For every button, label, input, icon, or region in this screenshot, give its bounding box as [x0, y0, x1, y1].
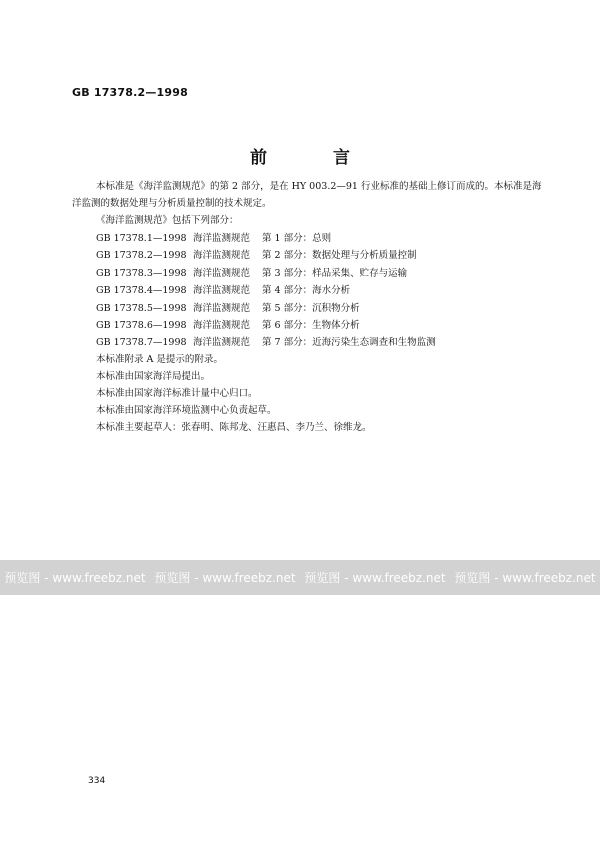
- part-name: 海洋监测规范: [193, 337, 251, 349]
- watermark-text: 预览图 - www.freebz.net: [454, 571, 596, 585]
- page-number: 334: [88, 776, 106, 786]
- drafter-statement: 本标准由国家海洋环境监测中心负责起草。: [96, 405, 277, 416]
- appendix-statement: 本标准附录 A 是提示的附录。: [96, 354, 223, 365]
- part-title: 第 1 部分：总则: [262, 233, 332, 244]
- standard-code-header: GB 17378.2—1998: [72, 86, 188, 99]
- part-title: 第 2 部分：数据处理与分析质量控制: [262, 250, 417, 262]
- part-name: 海洋监测规范: [193, 319, 251, 331]
- part-title: 第 7 部分：近海污染生态调查和生物监测: [262, 337, 436, 349]
- part-title: 第 6 部分：生物体分析: [262, 319, 360, 331]
- part-code: GB 17378.2—1998: [96, 250, 187, 262]
- custodian-statement: 本标准由国家海洋标准计量中心归口。: [96, 388, 258, 399]
- part-title: 第 3 部分：样品采集、贮存与运输: [262, 267, 408, 279]
- part-name: 海洋监测规范: [193, 285, 251, 297]
- part-code: GB 17378.4—1998: [96, 285, 187, 297]
- watermark-text: 预览图 - www.freebz.net: [304, 571, 446, 585]
- watermark-banner: [0, 560, 600, 595]
- part-title: 第 4 部分：海水分析: [262, 285, 351, 297]
- part-name: 海洋监测规范: [193, 267, 251, 279]
- watermark-text: 预览图 - www.freebz.net: [154, 571, 296, 585]
- proposer-statement: 本标准由国家海洋局提出。: [96, 371, 211, 382]
- parts-intro: 《海洋监测规范》包括下列部分：: [96, 215, 239, 226]
- intro-paragraph: 本标准是《海洋监测规范》的第 2 部分，是在 HY 003.2—91 行业标准的基础上修订而成的。本标准是海洋监测的数据处理与分析质量控制的技术规定。: [72, 181, 542, 209]
- authors-statement: 本标准主要起草人：张春明、陈邦龙、汪惠昌、李乃兰、徐维龙。: [96, 422, 372, 433]
- part-code: GB 17378.3—1998: [96, 267, 187, 279]
- part-name: 海洋监测规范: [193, 302, 251, 314]
- part-code: GB 17378.1—1998: [96, 233, 187, 244]
- part-code: GB 17378.6—1998: [96, 319, 187, 331]
- part-name: 海洋监测规范: [193, 250, 251, 262]
- part-code: GB 17378.7—1998: [96, 337, 187, 349]
- page-title: 前 言: [250, 148, 380, 168]
- part-name: 海洋监测规范: [193, 233, 251, 244]
- watermark-text: 预览图 - www.freebz.net: [4, 571, 146, 585]
- part-title: 第 5 部分：沉积物分析: [262, 302, 360, 314]
- part-code: GB 17378.5—1998: [96, 302, 187, 314]
